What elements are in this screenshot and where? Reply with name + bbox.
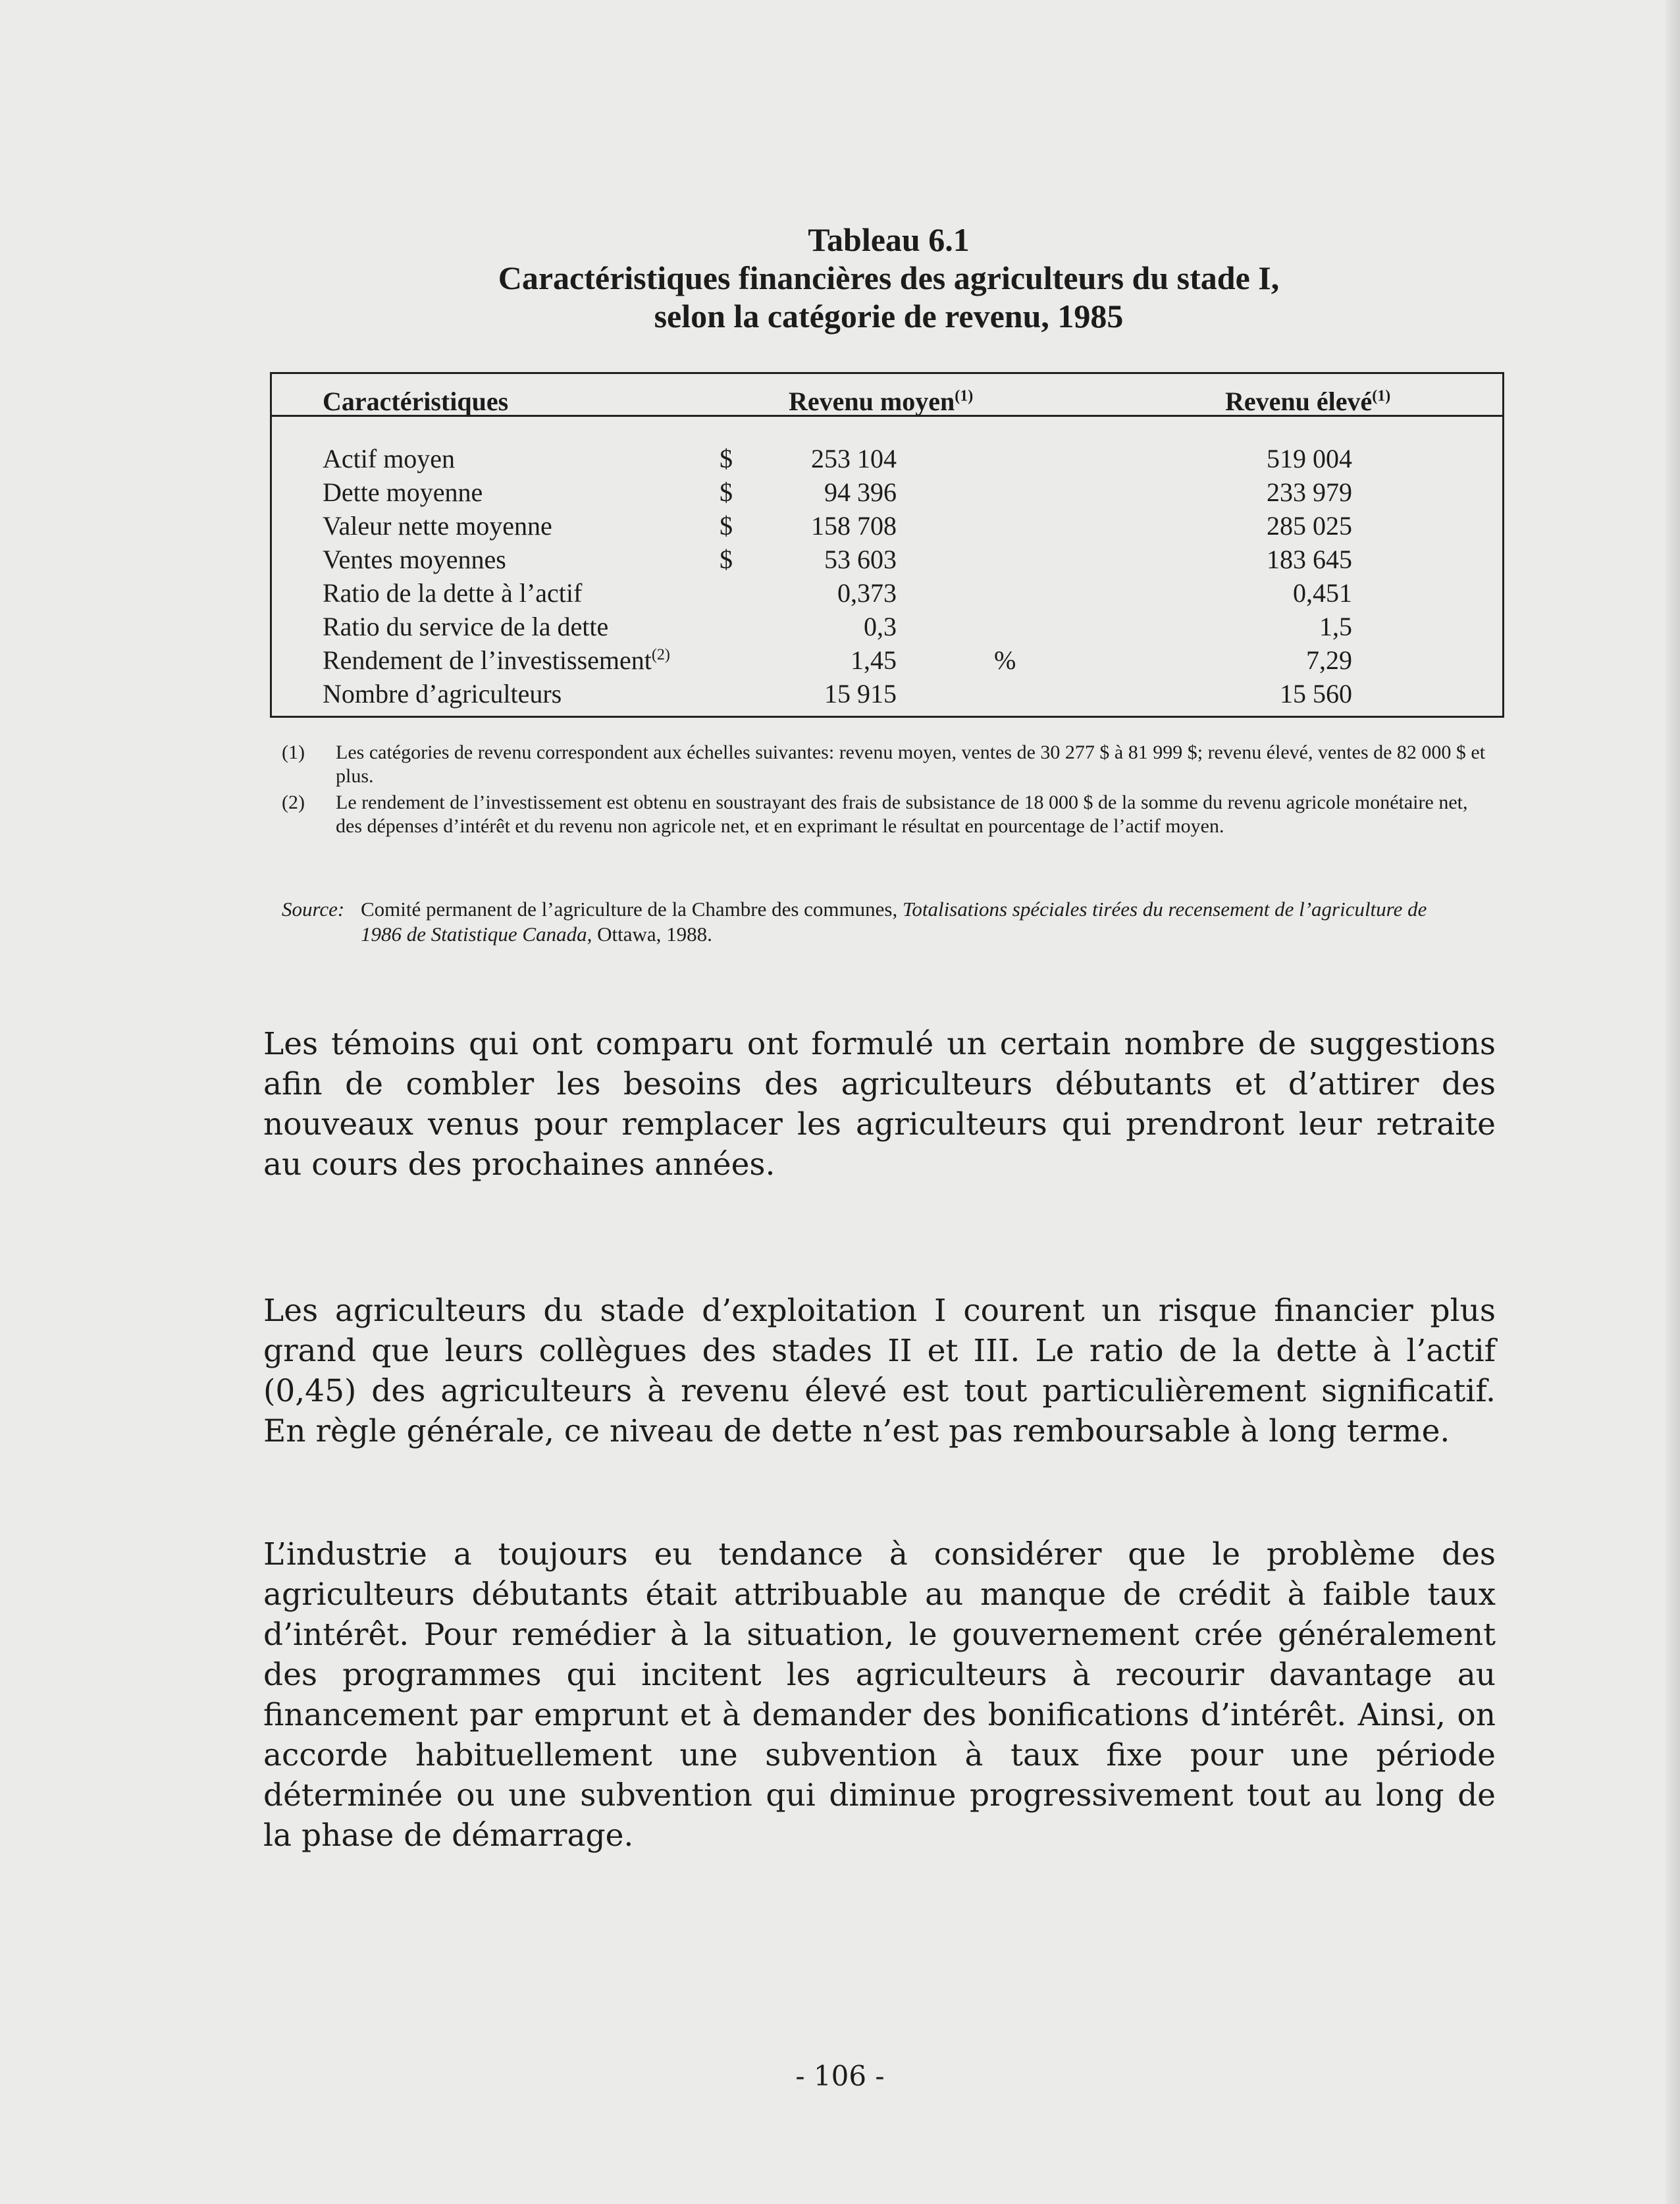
row-high-value: 1,5 [1319,612,1352,641]
body-paragraph-1: Les témoins qui ont comparu ont formulé un certain nombre de suggestions afin de combler les besoins des agriculteurs débutants et d’attirer des nouveaux venus pour remplacer les agriculteurs qui prendront leur retraite au cours des prochaines années. [263,1026,1496,1183]
row-label-text: Valeur nette moyenne [323,511,552,541]
row-label-note: (2) [651,646,670,664]
table-row [272,578,1502,611]
source-text-before: Comité permanent de l’agriculture de la Chambre des communes, [361,898,903,921]
row-label [323,645,670,676]
row-label-text: Rendement de l’investissement [323,645,652,675]
row-high-value: 519 004 [1267,444,1352,473]
row-high-value: 183 645 [1267,545,1352,574]
table-row [272,645,1502,678]
row-high-value: 285 025 [1267,511,1352,541]
table-subtitle-line-1: Caractéristiques financières des agriculteurs du stade I, [498,259,1280,296]
source-title: Totalisations spéciales tirées du recensement de l’agriculture de 1986 de Statistique Canada, [361,898,1427,946]
row-label [323,510,552,541]
row-high-value: 0,451 [1293,578,1352,608]
row-medium-value: 1,45 [851,645,897,675]
header-high-income-label: Revenu élevé [1225,387,1373,416]
financial-table [270,372,1504,718]
row-medium-value: 0,373 [837,578,897,608]
page-edge-shadow [1666,0,1680,2204]
row-medium-value: 53 603 [824,545,897,574]
row-medium-value: 158 708 [811,511,897,541]
body-paragraph-2: Les agriculteurs du stade d’exploitation I courent un risque financier plus grand que leurs collègues des stades II et III. Le ratio de la dette à l’actif (0,45) des agriculteurs à revenu élevé est tout particulièrement significatif. En règle générale, ce niveau de dette n’est pas remboursable à long terme. [263,1293,1496,1449]
header-high-income-note: (1) [1372,387,1391,405]
row-unit: % [994,645,1016,675]
row-label-text: Actif moyen [323,444,456,473]
table-row [272,544,1502,578]
page-number: - 106 - [795,2060,885,2092]
row-high-value: 15 560 [1280,679,1352,709]
header-medium-income [789,386,973,417]
table-title-block [329,221,1448,335]
row-unit: $ [720,545,733,574]
row-label [323,544,506,575]
header-rule [272,415,1502,417]
footnote [282,741,1493,788]
row-label [323,443,455,474]
footnote-number: (1) [282,741,305,763]
row-medium-value: 94 396 [824,477,897,507]
source-text [282,897,1493,947]
row-label-text: Ratio du service de la dette [323,612,609,641]
table-source [282,897,1493,947]
source-text-after: Ottawa, 1988. [592,923,712,946]
row-label-text: Ratio de la dette à l’actif [323,578,583,608]
header-medium-income-label: Revenu moyen [789,387,955,416]
table-title: Tableau 6.1 [808,221,970,258]
header-medium-income-note: (1) [955,387,974,405]
table-row [272,477,1502,510]
table-row [272,443,1502,477]
row-unit: $ [720,444,733,473]
row-medium-value: 253 104 [811,444,897,473]
table-row [272,510,1502,544]
table-subtitle-line-2: selon la catégorie de revenu, 1985 [654,298,1124,335]
header-high-income [1225,386,1390,417]
footnote-text: Les catégories de revenu correspondent aux échelles suivantes: revenu moyen, ventes de 30 277 $ à 81 999 $; revenu élevé, ventes de 82 000 $ et plus. [336,741,1486,787]
body-paragraph-3: L’industrie a toujours eu tendance à considérer que le problème des agriculteurs débutants était attribuable au manque de crédit à faible taux d’intérêt. Pour remédier à la situation, le gouvernement crée généralement des programmes qui incitent les agriculteurs à recourir davantage au financement par emprunt et à demander des bonifications d’intérêt. Ainsi, on accorde habituellement une subvention à taux fixe pour une période déterminée ou une subvention qui diminue progressivement tout au long de la phase de démarrage. [263,1536,1496,1854]
row-medium-value: 15 915 [824,679,897,709]
row-high-value: 233 979 [1267,477,1352,507]
row-label [323,578,582,608]
footnote-number: (2) [282,792,305,813]
footnote [282,791,1493,838]
table-footnotes [282,741,1493,841]
row-unit: $ [720,511,733,541]
table-row [272,678,1502,712]
table-body [272,443,1502,712]
row-medium-value: 0,3 [864,612,897,641]
row-unit: $ [720,477,733,507]
table-row [272,611,1502,645]
row-label [323,477,483,508]
row-label-text: Nombre d’agriculteurs [323,679,562,709]
footnote-text: Le rendement de l’investissement est obtenu en soustrayant des frais de subsistance de 18 000 $ de la somme du revenu agricole monétaire net, des dépenses d’intérêt et du revenu non agricole net, et en exprimant le résultat en pourcentage de l’actif moyen. [336,792,1468,837]
source-label: Source: [282,898,345,921]
row-label-text: Ventes moyennes [323,545,506,574]
row-label [323,611,608,642]
row-label [323,678,562,709]
row-high-value: 7,29 [1306,645,1352,675]
header-characteristics: Caractéristiques [323,387,509,416]
row-label-text: Dette moyenne [323,477,483,507]
